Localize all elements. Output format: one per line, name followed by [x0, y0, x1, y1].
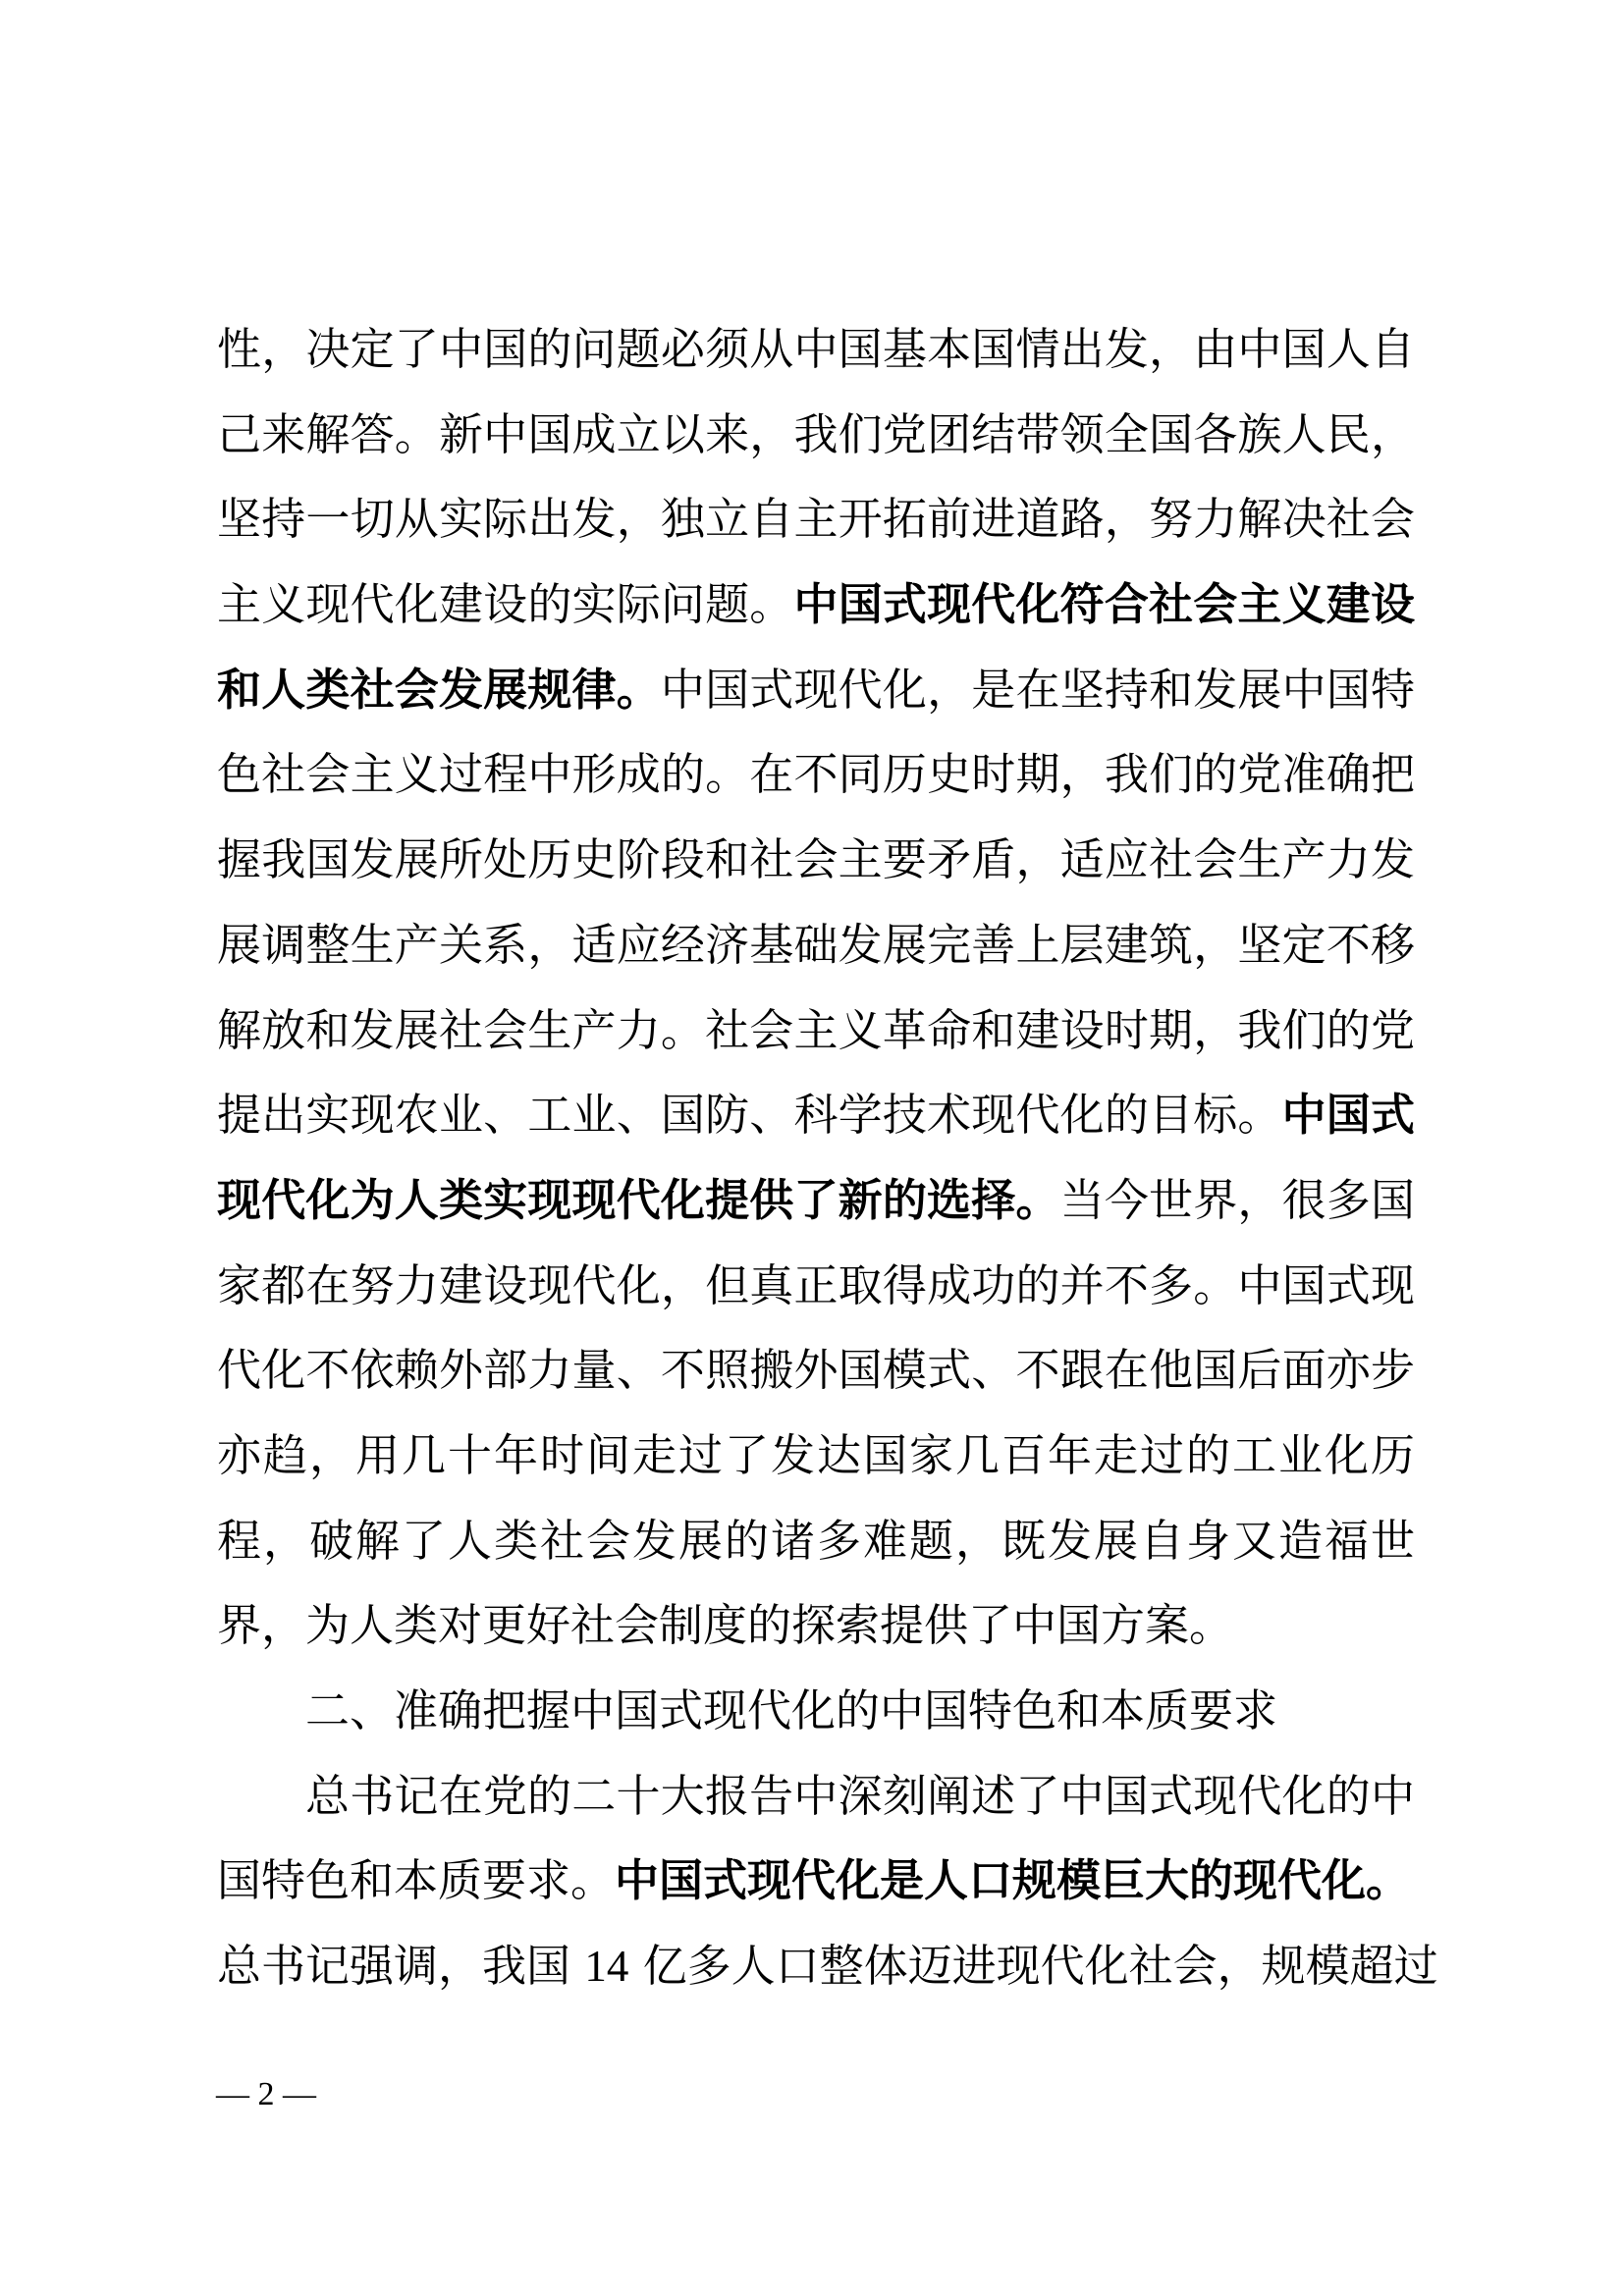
- text-run: 总书记强调，我国: [217, 1940, 585, 1993]
- text-line-15: [217, 1499, 1415, 1584]
- text-run: 国特色和本质要求。: [217, 1854, 616, 1907]
- text-line-14: [217, 1414, 1415, 1499]
- text-run: 代化不依赖外部力量、不照搬外国模式、不跟在他国后面亦步: [217, 1344, 1415, 1397]
- page-number: — 2 —: [216, 2076, 316, 2112]
- body-text: [217, 307, 1438, 2009]
- text-run: 己来解答。新中国成立以来，我们党团结带领全国各族人民，: [217, 407, 1415, 460]
- text-line-19: [217, 1839, 1415, 1924]
- text-run: 提出实现农业、工业、国防、科学技术现代化的目标。: [217, 1089, 1282, 1142]
- section-heading: [217, 1669, 1415, 1754]
- text-line-6: [217, 732, 1415, 818]
- text-line-9: [217, 988, 1415, 1074]
- text-run: 程，破解了人类社会发展的诸多难题，既发展自身又造福世: [217, 1514, 1415, 1567]
- text-run: 展调整生产关系，适应经济基础发展完善上层建筑，坚定不移: [217, 918, 1415, 971]
- bold-emphasis-run: 和人类社会发展规律。: [217, 663, 661, 716]
- bold-emphasis-run: 中国式: [1281, 1089, 1415, 1142]
- bold-emphasis-run: 中国式现代化是人口规模巨大的现代化。: [615, 1854, 1411, 1907]
- text-line-12: [217, 1244, 1415, 1329]
- text-line-2: [217, 393, 1415, 478]
- text-run: 色社会主义过程中形成的。在不同历史时期，我们的党准确把: [217, 748, 1415, 801]
- text-line-18: [217, 1754, 1415, 1840]
- text-line-20: [217, 1924, 1438, 2009]
- text-run: 握我国发展所处历史阶段和社会主要矛盾，适应社会生产力发: [217, 833, 1415, 886]
- text-line-8: [217, 903, 1415, 988]
- text-run: 中国式现代化，是在坚持和发展中国特: [660, 663, 1415, 716]
- text-run: 界，为人类对更好社会制度的探索提供了中国方案。: [217, 1599, 1234, 1652]
- text-line-11: [217, 1158, 1415, 1244]
- text-line-1: [217, 307, 1415, 393]
- text-run: 主义现代化建设的实际问题。: [217, 578, 794, 631]
- heading-text: 二、准确把握中国式现代化的中国特色和本质要求: [305, 1684, 1278, 1736]
- text-run: 总书记在党的二十大报告中深刻阐述了中国式现代化的中: [305, 1769, 1415, 1822]
- text-line-16: [217, 1583, 1415, 1669]
- text-run: 性，决定了中国的问题必须从中国基本国情出发，由中国人自: [217, 323, 1415, 375]
- text-run: 当今世界，很多国: [1059, 1173, 1415, 1226]
- bold-emphasis-run: 中国式现代化符合社会主义建设: [793, 578, 1415, 631]
- text-run: 坚持一切从实际出发，独立自主开拓前进道路，努力解决社会: [217, 493, 1415, 546]
- text-line-4: [217, 562, 1415, 648]
- text-run: 解放和发展社会生产力。社会主义革命和建设时期，我们的党: [217, 1003, 1415, 1056]
- text-line-5: [217, 648, 1415, 733]
- number-run: 14: [584, 1942, 629, 1992]
- text-run: 亦趋，用几十年时间走过了发达国家几百年走过的工业化历: [217, 1428, 1415, 1481]
- text-run: 亿多人口整体迈进现代化社会，规模超过: [628, 1940, 1438, 1993]
- text-line-13: [217, 1328, 1415, 1414]
- text-run: 家都在努力建设现代化，但真正取得成功的并不多。中国式现: [217, 1258, 1415, 1311]
- text-line-10: [217, 1073, 1415, 1158]
- text-line-3: [217, 477, 1415, 562]
- text-line-7: [217, 818, 1415, 903]
- bold-emphasis-run: 现代化为人类实现现代化提供了新的选择。: [217, 1173, 1060, 1226]
